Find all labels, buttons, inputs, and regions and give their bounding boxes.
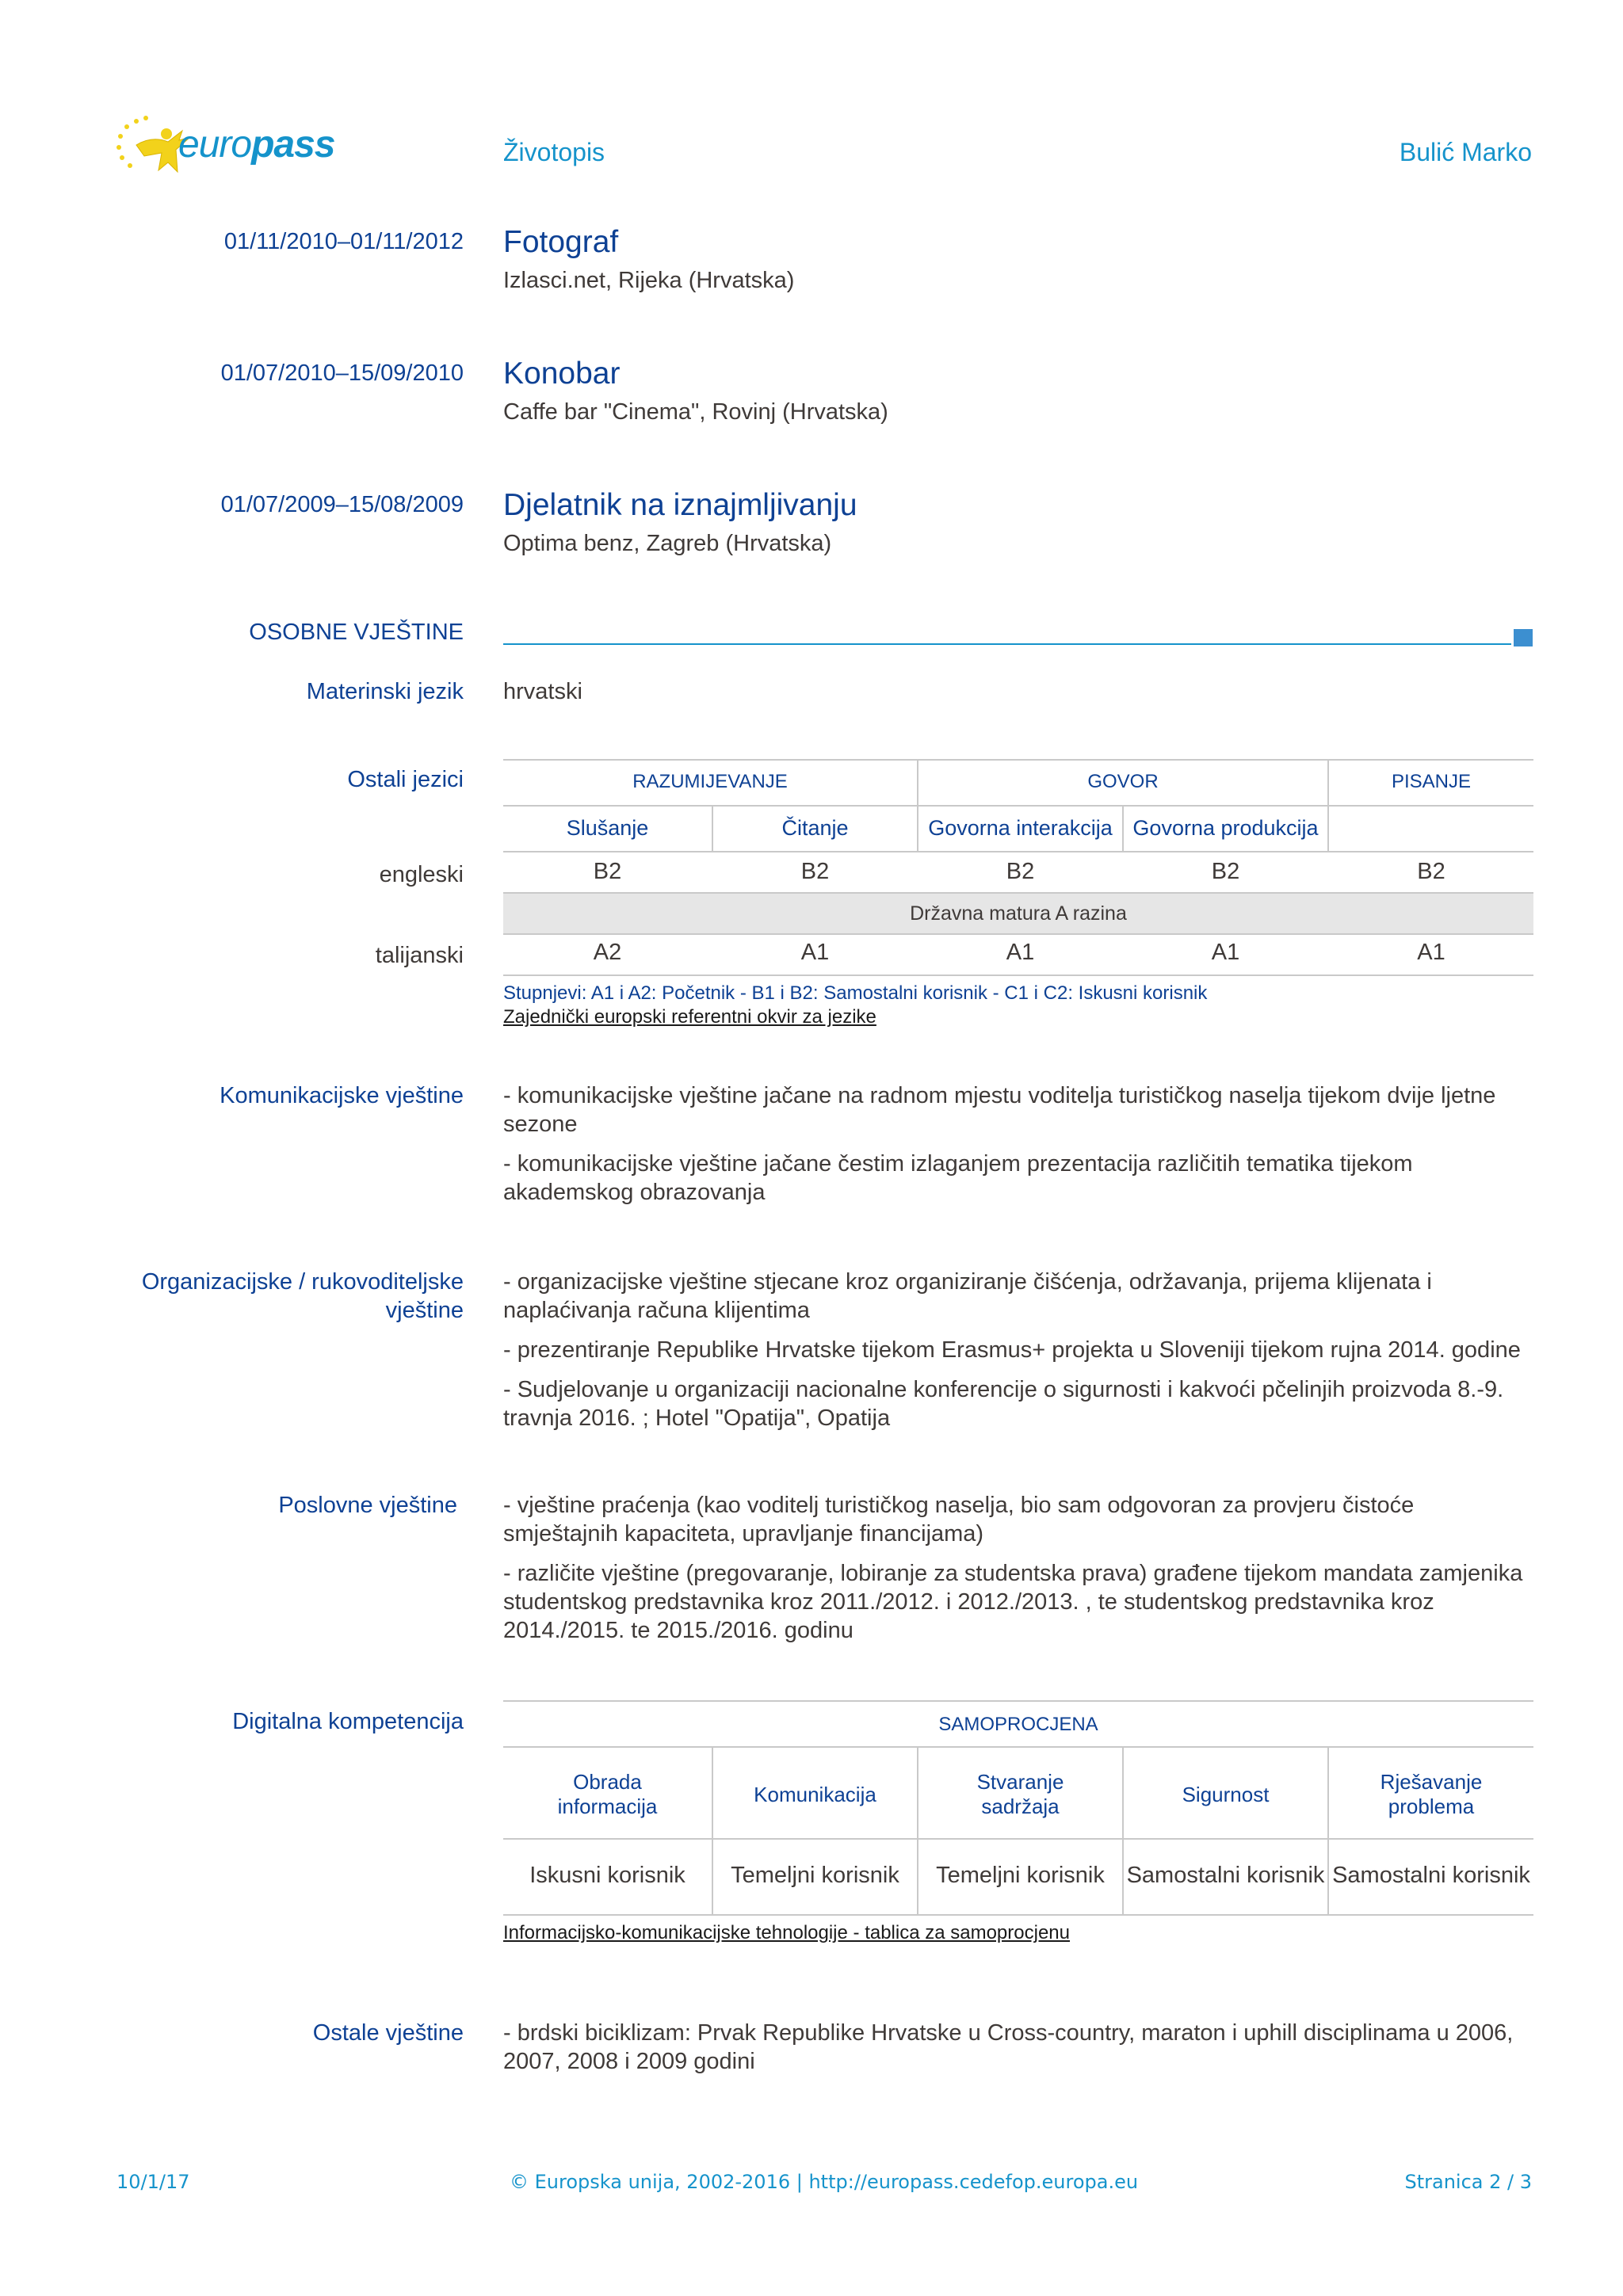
skill-item: - vještine praćenja (kao voditelj turističkog naselja, bio sam odgovoran za provjeru čistoće smještajnih kapaciteta, upravljanje financijama) bbox=[503, 1493, 1415, 1547]
footer-copyright: © Europska unija, 2002-2016 | http://europass.cedefop.europa.eu bbox=[510, 2171, 1139, 2193]
skill-item: - prezentiranje Republike Hrvatske tijekom Erasmus+ projekta u Sloveniji tijekom rujna 2014. godine bbox=[503, 1337, 1521, 1363]
digital-level: Temeljni korisnik bbox=[936, 1863, 1105, 1888]
mother-tongue-value: hrvatski bbox=[503, 679, 582, 704]
language-level: A1 bbox=[1211, 940, 1240, 965]
digital-competence-label: Digitalna kompetencija bbox=[232, 1709, 464, 1734]
experience-title: Fotograf bbox=[503, 225, 619, 259]
ict-self-assessment-link[interactable]: Informacijsko-komunikacijske tehnologije - tablica za samoprocjenu bbox=[503, 1922, 1070, 1943]
business-skills-label: Poslovne vještine bbox=[278, 1493, 457, 1518]
section-divider bbox=[503, 643, 1511, 645]
experience-employer: Optima benz, Zagreb (Hrvatska) bbox=[503, 531, 832, 556]
cefr-link[interactable]: Zajednički europski referentni okvir za jezike bbox=[503, 1006, 876, 1028]
digital-level: Iskusni korisnik bbox=[529, 1863, 685, 1888]
digital-level: Samostalni korisnik bbox=[1126, 1863, 1325, 1888]
lang-group-header: PISANJE bbox=[1391, 771, 1472, 792]
business-skills-text bbox=[503, 1491, 1533, 1656]
lang-subheader: Govorna produkcija bbox=[1132, 816, 1319, 840]
lang-group-header: RAZUMIJEVANJE bbox=[632, 771, 788, 792]
skill-item: - različite vještine (pregovaranje, lobiranje za studentska prava) građene tijekom mandata zamjenika studentskog predstavnika kroz 2011./2012. i 2012./2013. , te studentskog predstavnika kroz 2014./2015. te 2015./2016. godinu bbox=[503, 1561, 1523, 1643]
lang-group-header: GOVOR bbox=[1087, 771, 1159, 792]
digital-column-header: Stvaranje sadržaja bbox=[976, 1770, 1064, 1818]
language-level: A2 bbox=[593, 940, 622, 965]
mother-tongue-label: Materinski jezik bbox=[306, 679, 464, 704]
digital-column-header: Komunikacija bbox=[754, 1783, 876, 1806]
person-name: Bulić Marko bbox=[1399, 138, 1532, 166]
digital-level: Temeljni korisnik bbox=[731, 1863, 899, 1888]
communication-skills-text bbox=[503, 1081, 1533, 1218]
language-certificate-note: Državna matura A razina bbox=[910, 902, 1127, 925]
other-languages-label: Ostali jezici bbox=[347, 767, 464, 792]
experience-employer: Izlasci.net, Rijeka (Hrvatska) bbox=[503, 268, 795, 293]
experience-dates: 01/07/2010–15/09/2010 bbox=[220, 360, 464, 386]
communication-skills-label: Komunikacijske vještine bbox=[220, 1083, 464, 1108]
digital-level: Samostalni korisnik bbox=[1332, 1863, 1530, 1888]
skill-item: - organizacijske vještine stjecane kroz organiziranje čišćenja, održavanja, prijema klijenata i naplaćivanja računa klijentima bbox=[503, 1269, 1432, 1323]
skill-item: - komunikacijske vještine jačane čestim izlaganjem prezentacija različitih tematika tijekom akademskog obrazovanja bbox=[503, 1151, 1413, 1205]
digital-column-header: Obrada informacija bbox=[557, 1770, 658, 1818]
digital-group-header: SAMOPROCJENA bbox=[938, 1714, 1098, 1735]
language-level: B2 bbox=[1417, 859, 1445, 884]
language-level: B2 bbox=[593, 859, 622, 884]
language-levels-legend: Stupnjevi: A1 i A2: Početnik - B1 i B2: Samostalni korisnik - C1 i C2: Iskusni korisnik bbox=[503, 982, 1208, 1004]
footer-date: 10/1/17 bbox=[116, 2171, 190, 2193]
experience-dates: 01/07/2009–15/08/2009 bbox=[220, 492, 464, 517]
digital-column-header: Sigurnost bbox=[1182, 1783, 1270, 1806]
language-name: talijanski bbox=[375, 943, 464, 968]
lang-subheader: Slušanje bbox=[566, 816, 649, 840]
language-level: A1 bbox=[1417, 940, 1445, 965]
language-level: A1 bbox=[800, 940, 830, 965]
language-level: B2 bbox=[1211, 859, 1240, 884]
skill-item: - brdski biciklizam: Prvak Republike Hrvatske u Cross-country, maraton i uphill disciplinama u 2006, 2007, 2008 i 2009 godini bbox=[503, 2020, 1514, 2074]
skill-item: - komunikacijske vještine jačane na radnom mjestu voditelja turističkog naselja tijekom dvije ljetne sezone bbox=[503, 1083, 1496, 1137]
language-level: A1 bbox=[1006, 940, 1035, 965]
logo-wordmark: europass bbox=[178, 124, 335, 166]
section-heading-personal-skills: OSOBNE VJEŠTINE bbox=[249, 620, 464, 645]
experience-title: Konobar bbox=[503, 357, 621, 391]
digital-column-header: Rješavanje problema bbox=[1380, 1770, 1483, 1818]
lang-subheader: Čitanje bbox=[781, 816, 849, 840]
other-skills-text bbox=[503, 2019, 1533, 2087]
document-title: Životopis bbox=[503, 138, 605, 166]
other-skills-label: Ostale vještine bbox=[312, 2020, 464, 2046]
language-name: engleski bbox=[379, 862, 464, 887]
language-level: B2 bbox=[1006, 859, 1035, 884]
skill-item: - Sudjelovanje u organizaciji nacionalne konferencije o sigurnosti i kakvoći pčelinjih proizvoda 8.-9. travnja 2016. ; Hotel "Opatija", Opatija bbox=[503, 1377, 1504, 1431]
experience-title: Djelatnik na iznajmljivanju bbox=[503, 488, 857, 522]
organisational-skills-text bbox=[503, 1268, 1533, 1444]
lang-subheader: Govorna interakcija bbox=[928, 816, 1113, 840]
organisational-skills-label: Organizacijske / rukovoditeljske vještine bbox=[141, 1269, 464, 1323]
experience-employer: Caffe bar "Cinema", Rovinj (Hrvatska) bbox=[503, 399, 888, 425]
footer-page-number: Stranica 2 / 3 bbox=[1404, 2171, 1532, 2193]
experience-dates: 01/11/2010–01/11/2012 bbox=[223, 229, 464, 254]
section-square-marker bbox=[1514, 629, 1533, 646]
language-level: B2 bbox=[800, 859, 830, 884]
